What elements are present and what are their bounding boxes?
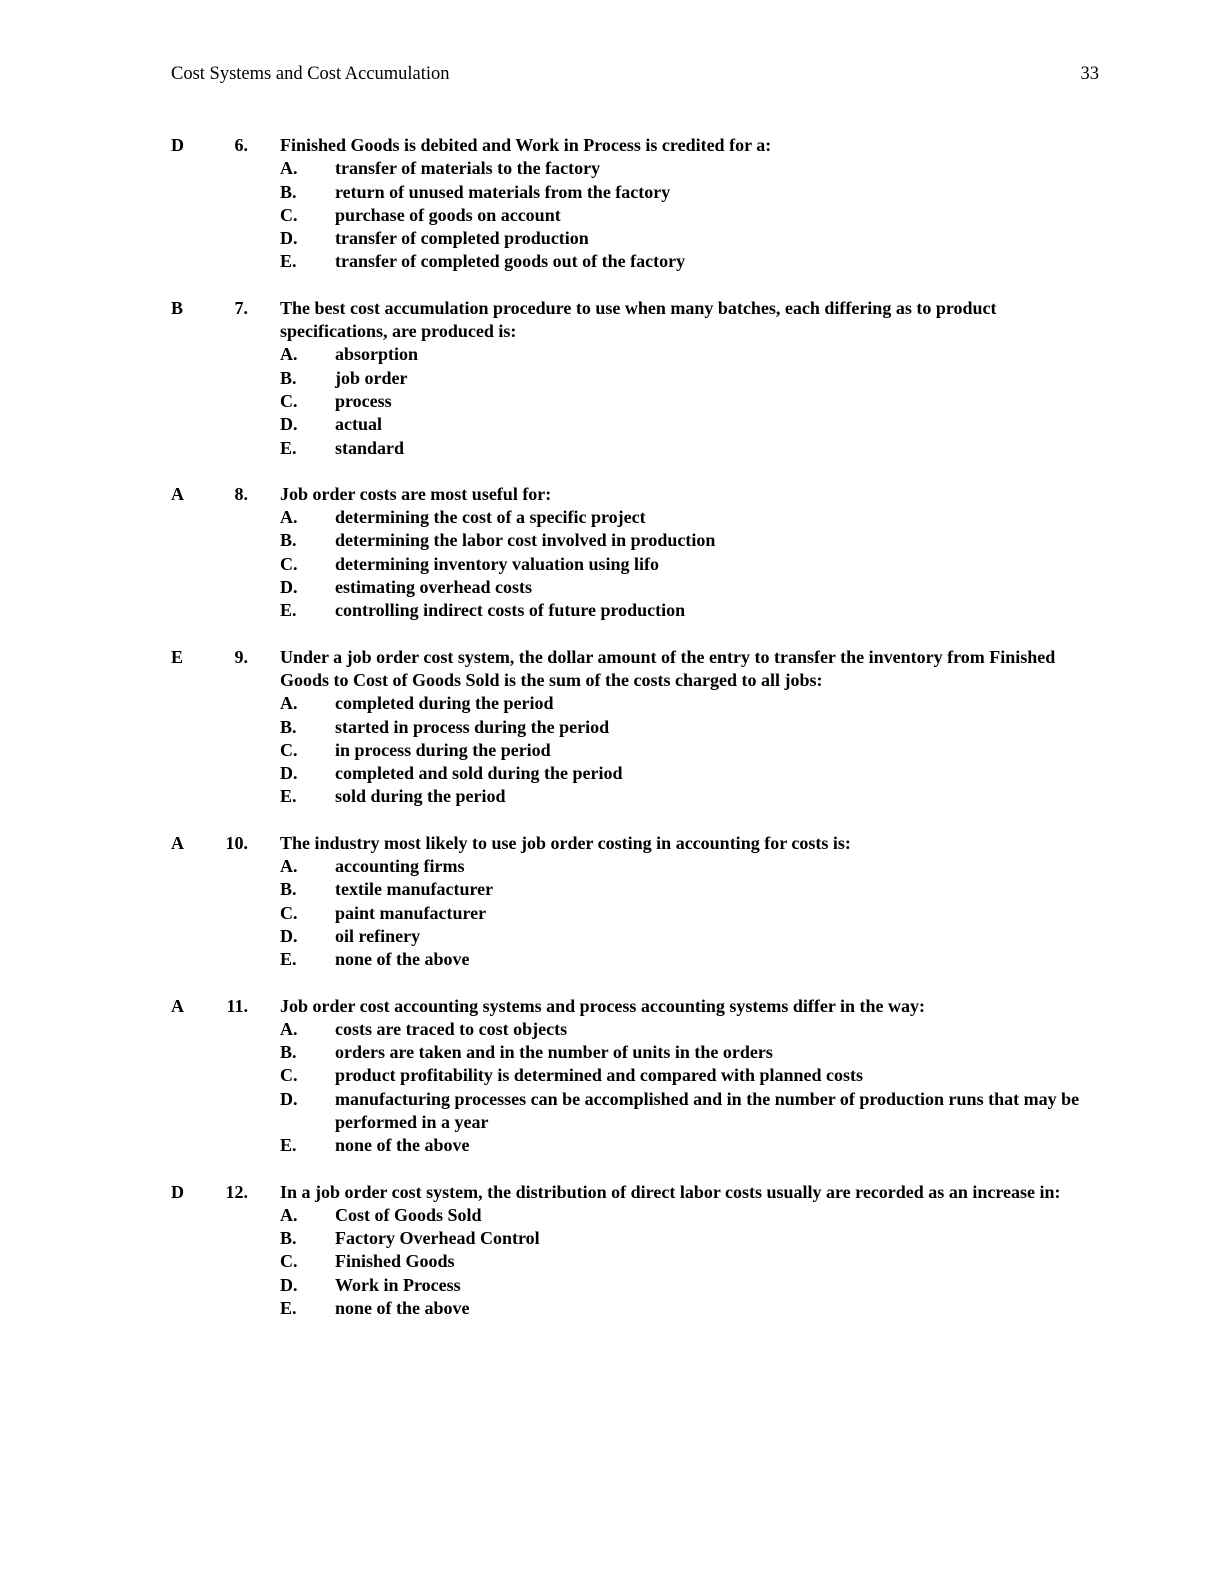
option-letter: B. [280, 530, 297, 551]
option-item [280, 902, 1101, 925]
option-letter: D. [280, 1088, 298, 1109]
option-item [280, 413, 1101, 436]
answer-key: A [171, 832, 184, 853]
question-item [171, 832, 1101, 972]
option-letter: C. [280, 553, 298, 574]
option-list [280, 157, 1101, 273]
option-item [280, 576, 1101, 599]
option-list [280, 1204, 1101, 1320]
page-number: 33 [1080, 64, 1099, 84]
option-list [280, 506, 1101, 622]
option-item [280, 181, 1101, 204]
answer-key: A [171, 995, 184, 1016]
option-letter: B. [280, 879, 297, 900]
option-list [280, 343, 1101, 459]
option-text: transfer of completed goods out of the factory [335, 251, 686, 272]
option-text: standard [335, 437, 405, 458]
question-text: The best cost accumulation procedure to use when many batches, each differing as to product specifications, are produced is: [280, 297, 997, 342]
option-item [280, 1134, 1101, 1157]
option-letter: C. [280, 204, 298, 225]
option-letter: E. [280, 949, 297, 970]
option-text: estimating overhead costs [335, 577, 532, 598]
option-item [280, 855, 1101, 878]
option-text: none of the above [335, 949, 470, 970]
option-text: absorption [335, 344, 419, 365]
question-number: 11. [226, 995, 248, 1016]
option-letter: A. [280, 1018, 298, 1039]
option-item [280, 785, 1101, 808]
option-item [280, 1204, 1101, 1227]
option-text: manufacturing processes can be accomplished and in the number of production runs that may be performed in a year [335, 1088, 1080, 1132]
question-number: 9. [234, 646, 248, 667]
option-letter: C. [280, 1065, 298, 1086]
option-text: product profitability is determined and compared with planned costs [335, 1065, 864, 1086]
option-item [280, 1274, 1101, 1297]
option-item [280, 1227, 1101, 1250]
option-text: in process during the period [335, 739, 551, 760]
option-letter: E. [280, 1135, 297, 1156]
option-letter: A. [280, 693, 298, 714]
option-text: purchase of goods on account [335, 204, 561, 225]
option-item [280, 437, 1101, 460]
option-item [280, 716, 1101, 739]
option-letter: D. [280, 1274, 298, 1295]
option-item [280, 739, 1101, 762]
question-number: 7. [234, 297, 248, 318]
option-letter: D. [280, 577, 298, 598]
option-text: Factory Overhead Control [335, 1228, 540, 1249]
option-letter: B. [280, 367, 297, 388]
option-list [280, 1018, 1101, 1158]
question-number: 6. [234, 135, 248, 155]
option-letter: C. [280, 739, 298, 760]
option-item [280, 1088, 1101, 1135]
option-text: transfer of materials to the factory [335, 158, 601, 179]
question-text: In a job order cost system, the distribution of direct labor costs usually are recorded as an increase in: [280, 1181, 1061, 1202]
option-item [280, 948, 1101, 971]
option-text: sold during the period [335, 786, 506, 807]
option-item [280, 1018, 1101, 1041]
question-text: Under a job order cost system, the dollar amount of the entry to transfer the inventory from Finished Goods to Cost of Goods Sold is the sum of the costs charged to all jobs: [280, 646, 1056, 690]
option-letter: B. [280, 181, 297, 202]
option-letter: B. [280, 1042, 297, 1063]
option-text: controlling indirect costs of future production [335, 600, 686, 621]
option-item [280, 1250, 1101, 1273]
option-letter: A. [280, 1204, 298, 1225]
question-item [171, 483, 1101, 623]
answer-key: B [171, 297, 184, 318]
question-item [171, 1181, 1101, 1321]
question-item [171, 646, 1101, 809]
answer-key: A [171, 483, 184, 504]
option-letter: D. [280, 925, 298, 946]
option-text: textile manufacturer [335, 879, 494, 900]
page-header [171, 64, 1099, 92]
option-item [280, 925, 1101, 948]
option-item [280, 157, 1101, 180]
option-item [280, 529, 1101, 552]
option-letter: C. [280, 390, 298, 411]
option-text: none of the above [335, 1135, 470, 1156]
question-text: Finished Goods is debited and Work in Process is credited for a: [280, 135, 772, 155]
option-item [280, 762, 1101, 785]
option-text: determining the labor cost involved in production [335, 530, 716, 551]
option-text: started in process during the period [335, 716, 610, 737]
option-item [280, 506, 1101, 529]
option-letter: E. [280, 786, 297, 807]
option-text: determining inventory valuation using lifo [335, 553, 660, 574]
option-text: oil refinery [335, 925, 421, 946]
option-text: none of the above [335, 1298, 470, 1319]
option-text: completed and sold during the period [335, 763, 623, 784]
question-list [171, 134, 1101, 1343]
option-list [280, 692, 1101, 808]
answer-key: D [171, 135, 184, 155]
option-text: Work in Process [335, 1274, 461, 1295]
option-letter: B. [280, 716, 297, 737]
option-list [280, 855, 1101, 971]
option-letter: D. [280, 763, 298, 784]
option-item [280, 390, 1101, 413]
option-text: Cost of Goods Sold [335, 1204, 482, 1225]
option-text: process [335, 390, 392, 411]
option-item [280, 250, 1101, 273]
option-letter: E. [280, 251, 297, 272]
option-item [280, 367, 1101, 390]
option-item [280, 878, 1101, 901]
option-item [280, 553, 1101, 576]
option-text: orders are taken and in the number of units in the orders [335, 1042, 773, 1063]
option-item [280, 1064, 1101, 1087]
option-item [280, 1041, 1101, 1064]
question-item [171, 134, 1101, 274]
option-letter: D. [280, 228, 298, 249]
option-letter: A. [280, 856, 298, 877]
answer-key: E [171, 646, 184, 667]
question-text: Job order cost accounting systems and process accounting systems differ in the way: [280, 995, 925, 1016]
option-text: job order [335, 367, 408, 388]
option-letter: E. [280, 437, 297, 458]
question-item [171, 995, 1101, 1158]
option-text: determining the cost of a specific project [335, 507, 646, 528]
option-letter: C. [280, 1251, 298, 1272]
option-text: paint manufacturer [335, 902, 487, 923]
option-text: return of unused materials from the factory [335, 181, 671, 202]
question-number: 8. [234, 483, 248, 504]
question-number: 10. [225, 832, 248, 853]
question-number: 12. [225, 1181, 248, 1202]
question-item [171, 297, 1101, 460]
question-text: Job order costs are most useful for: [280, 483, 552, 504]
option-item [280, 343, 1101, 366]
option-text: costs are traced to cost objects [335, 1018, 568, 1039]
option-letter: A. [280, 158, 298, 179]
option-item [280, 204, 1101, 227]
option-item [280, 227, 1101, 250]
option-text: transfer of completed production [335, 228, 589, 249]
option-letter: B. [280, 1228, 297, 1249]
answer-key: D [171, 1181, 184, 1202]
question-text: The industry most likely to use job order costing in accounting for costs is: [280, 832, 851, 853]
option-text: Finished Goods [335, 1251, 455, 1272]
option-text: accounting firms [335, 856, 465, 877]
option-item [280, 599, 1101, 622]
option-item [280, 1297, 1101, 1320]
option-letter: C. [280, 902, 298, 923]
option-letter: A. [280, 507, 298, 528]
option-letter: D. [280, 414, 298, 435]
option-item [280, 692, 1101, 715]
option-letter: E. [280, 600, 297, 621]
option-letter: E. [280, 1298, 297, 1319]
option-text: completed during the period [335, 693, 554, 714]
option-text: actual [335, 414, 382, 435]
page-title: Cost Systems and Cost Accumulation [171, 64, 450, 84]
option-letter: A. [280, 344, 298, 365]
